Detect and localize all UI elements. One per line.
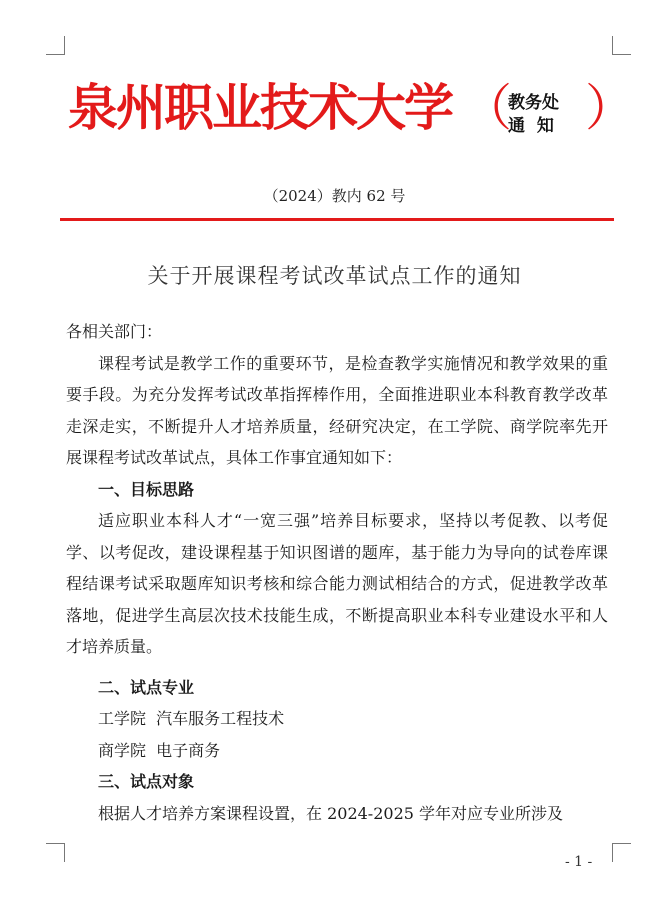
crop-mark-top-left [46,36,65,55]
section-3-text: 根据人才培养方案课程设置，在 2024-2025 学年对应专业所涉及 [98,803,564,823]
dept-line-2: 通 知 [508,116,554,136]
crop-mark-bottom-left [46,843,65,862]
section-1-text: 适应职业本科人才“一宽三强”培养目标要求，坚持以考促教、以考促学、以考促改，建设课程基于知识图谱的题库，基于能力为导向的试卷库课程结课考试采取题库知识考核和综合能力测试相结合的方式，促进教学改革落地，促进学生高层次技术技能生成，不断提高职业本科专业建设水平和人才培养质量。 [66,511,608,656]
document-body [66,316,608,829]
dept-line-1: 教务处 [508,93,559,113]
document-number: （2024）教内 62 号 [263,187,406,205]
right-paren: ） [585,79,635,137]
document-title: 关于开展课程考试改革试点工作的通知 [147,264,522,288]
pilot-major-2: 商学院 电子商务 [98,740,221,760]
section-heading-3: 三、试点对象 [98,772,195,791]
page-number: - 1 - [565,854,593,870]
section-heading-2: 二、试点专业 [98,677,195,697]
crop-mark-bottom-right [612,843,631,862]
intro-paragraph: 课程考试是教学工作的重要环节，是检查教学实施情况和教学效果的重要手段。为充分发挥考试改革指挥棒作用，全面推进职业本科教育教学改革走深走实，不断提升人才培养质量，经研究决定，在工学院、商学院率先开展课程考试改革试点，具体工作事宜通知如下： [66,353,608,467]
section-heading-1: 一、目标思路 [98,479,195,499]
left-paren: （ [462,79,512,137]
salutation: 各相关部门： [66,322,163,341]
pilot-major-1: 工学院 汽车服务工程技术 [98,709,285,728]
crop-mark-top-right [612,36,631,55]
university-name: 泉州职业技术大学 [68,79,452,137]
red-divider [60,218,614,221]
dept-label [508,92,559,138]
